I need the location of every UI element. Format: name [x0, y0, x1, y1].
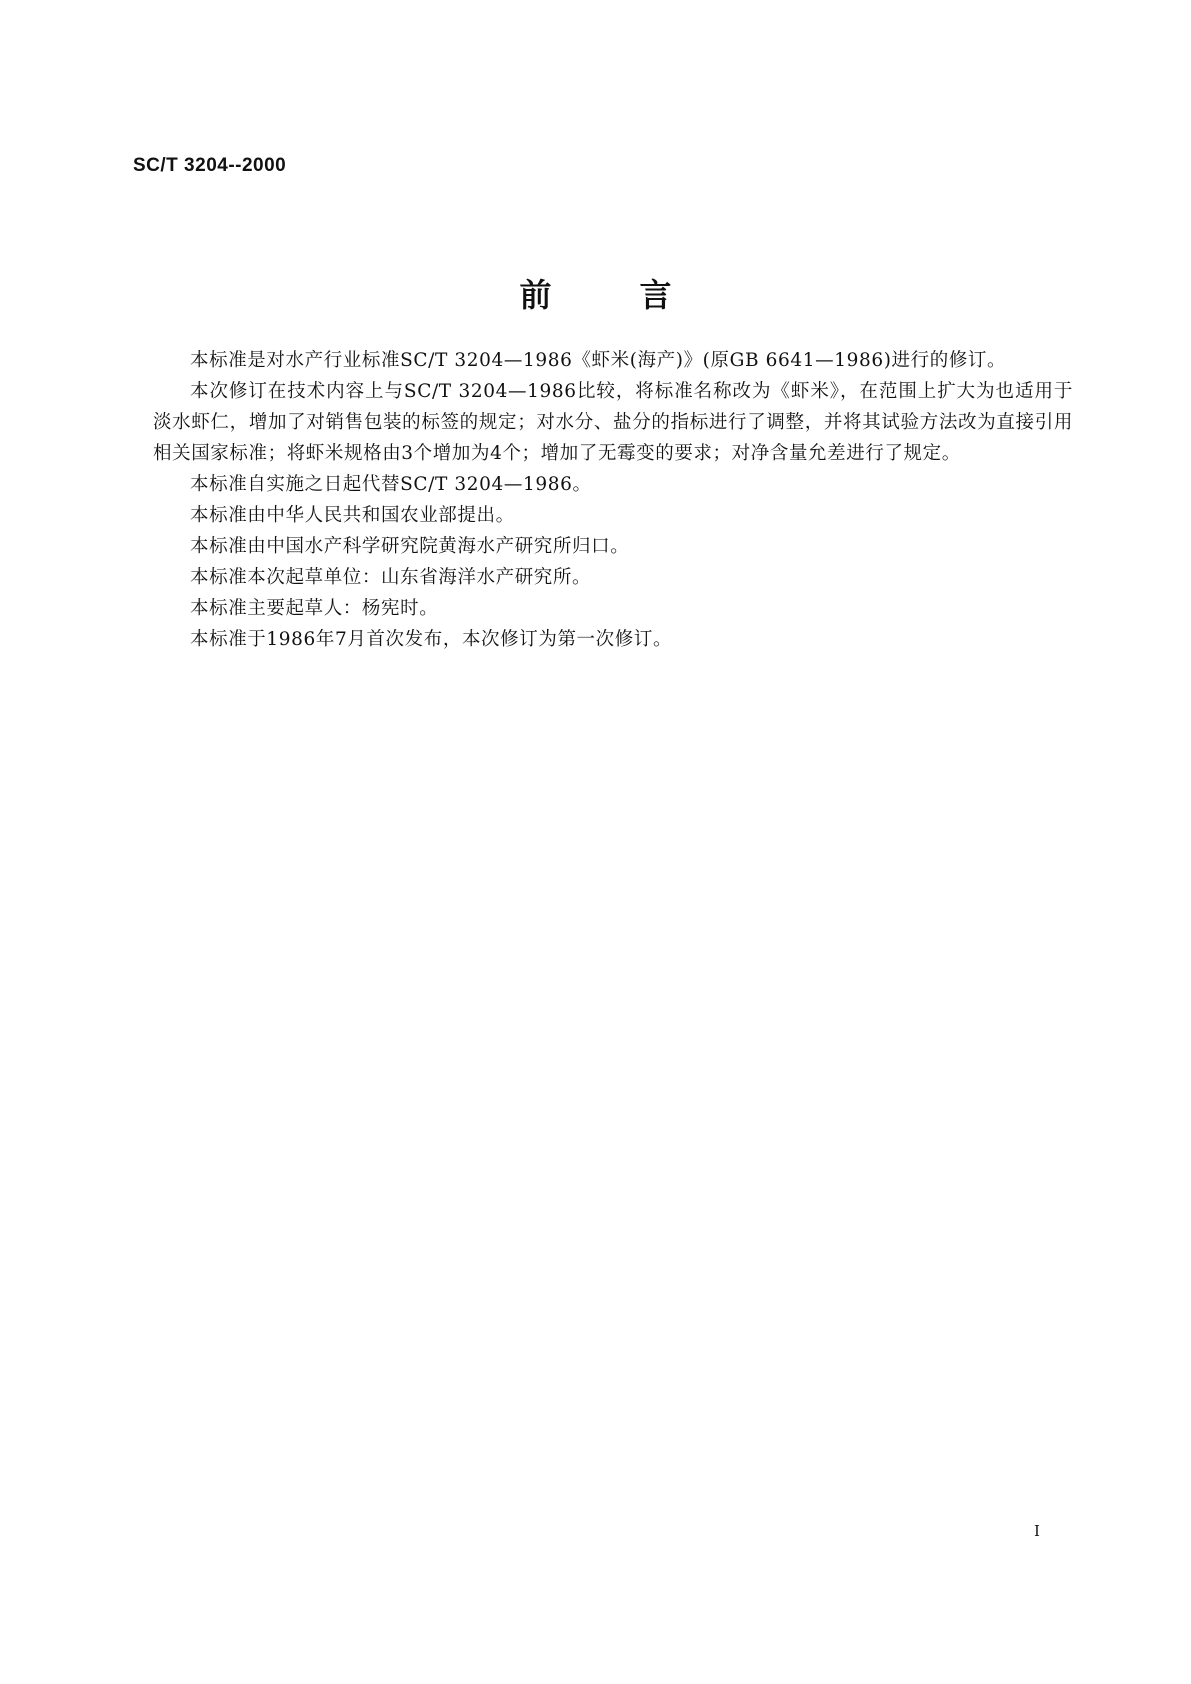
paragraph: 本标准自实施之日起代替SC/T 3204—1986。	[190, 474, 592, 495]
page-title	[0, 270, 1191, 316]
paragraph: 本标准由中华人民共和国农业部提出。	[190, 505, 515, 526]
paragraph: 本标准主要起草人：杨宪时。	[190, 598, 439, 619]
foreword-body	[153, 345, 1073, 655]
standard-number: SC/T 3204--2000	[133, 155, 287, 176]
paragraph: 本标准由中国水产科学研究院黄海水产研究所归口。	[190, 536, 630, 557]
title-char-2: 言	[639, 276, 672, 314]
title-char-1: 前	[519, 276, 552, 314]
paragraph: 本标准于1986年7月首次发布，本次修订为第一次修订。	[190, 629, 673, 650]
paragraph: 本次修订在技术内容上与SC/T 3204—1986比较，将标准名称改为《虾米》，在范围上扩大为也适用于淡水虾仁，增加了对销售包装的标签的规定；对水分、盐分的指标进行了调整，并将其试验方法改为直接引用相关国家标准；将虾米规格由3个增加为4个；增加了无霉变的要求；对净含量允差进行了规定。	[153, 381, 1073, 464]
paragraph: 本标准本次起草单位：山东省海洋水产研究所。	[190, 567, 592, 588]
paragraph: 本标准是对水产行业标准SC/T 3204—1986《虾米(海产)》(原GB 6641—1986)进行的修订。	[190, 350, 1007, 371]
page-number: I	[1034, 1522, 1040, 1540]
